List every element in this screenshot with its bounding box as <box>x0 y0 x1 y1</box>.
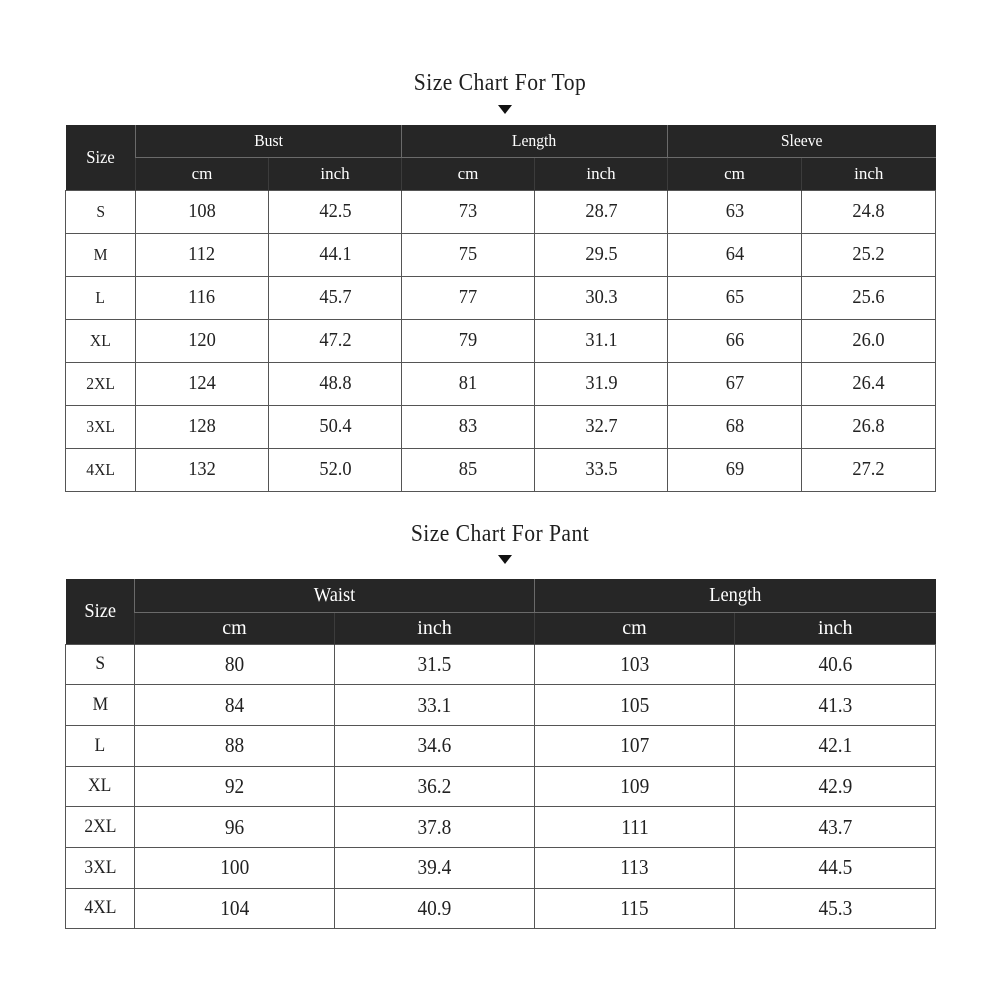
size-cell: L <box>66 276 136 319</box>
down-arrow-icon <box>498 105 512 114</box>
unit-header: cm <box>135 612 335 644</box>
size-cell: XL <box>66 766 135 807</box>
value-cell: 36.2 <box>335 766 535 807</box>
value-cell: 29.5 <box>535 233 668 276</box>
value-cell: 44.5 <box>735 847 936 888</box>
size-cell: S <box>66 190 136 233</box>
size-cell: M <box>66 233 136 276</box>
value-cell: 41.3 <box>735 685 936 726</box>
value-cell: 32.7 <box>535 405 668 448</box>
pant-size-chart-title: Size Chart For Pant <box>410 521 590 547</box>
table-row <box>66 190 936 233</box>
value-cell: 50.4 <box>269 405 402 448</box>
value-cell: 83 <box>402 405 535 448</box>
value-cell: 124 <box>136 362 269 405</box>
table-row <box>66 847 936 888</box>
value-cell: 111 <box>535 807 735 848</box>
table-row <box>66 448 936 491</box>
value-cell: 120 <box>136 319 269 362</box>
unit-header: inch <box>269 157 402 190</box>
value-cell: 84 <box>135 685 335 726</box>
value-cell: 42.5 <box>269 190 402 233</box>
value-cell: 30.3 <box>535 276 668 319</box>
value-cell: 80 <box>135 644 335 685</box>
size-cell: M <box>66 685 135 726</box>
size-cell: 4XL <box>66 448 136 491</box>
value-cell: 45.7 <box>269 276 402 319</box>
table-row <box>66 276 936 319</box>
value-cell: 65 <box>668 276 802 319</box>
unit-header: inch <box>535 157 668 190</box>
value-cell: 113 <box>535 847 735 888</box>
value-cell: 33.1 <box>335 685 535 726</box>
table-row <box>66 766 936 807</box>
value-cell: 81 <box>402 362 535 405</box>
value-cell: 42.1 <box>735 725 936 766</box>
down-arrow-icon <box>498 555 512 564</box>
table-row <box>66 725 936 766</box>
value-cell: 63 <box>668 190 802 233</box>
table-row <box>66 807 936 848</box>
value-cell: 132 <box>136 448 269 491</box>
value-cell: 45.3 <box>735 888 936 929</box>
value-cell: 26.8 <box>802 405 936 448</box>
value-cell: 26.4 <box>802 362 936 405</box>
value-cell: 26.0 <box>802 319 936 362</box>
unit-header: cm <box>136 157 269 190</box>
table-row <box>66 362 936 405</box>
value-cell: 85 <box>402 448 535 491</box>
value-cell: 44.1 <box>269 233 402 276</box>
value-cell: 34.6 <box>335 725 535 766</box>
value-cell: 28.7 <box>535 190 668 233</box>
value-cell: 40.6 <box>735 644 936 685</box>
value-cell: 48.8 <box>269 362 402 405</box>
value-cell: 52.0 <box>269 448 402 491</box>
value-cell: 77 <box>402 276 535 319</box>
value-cell: 79 <box>402 319 535 362</box>
waist-group-header: Waist <box>135 579 535 612</box>
value-cell: 115 <box>535 888 735 929</box>
value-cell: 43.7 <box>735 807 936 848</box>
value-cell: 24.8 <box>802 190 936 233</box>
value-cell: 105 <box>535 685 735 726</box>
size-cell: 2XL <box>66 807 135 848</box>
value-cell: 47.2 <box>269 319 402 362</box>
value-cell: 88 <box>135 725 335 766</box>
value-cell: 68 <box>668 405 802 448</box>
value-cell: 40.9 <box>335 888 535 929</box>
top-size-chart-title: Size Chart For Top <box>413 70 587 96</box>
value-cell: 25.2 <box>802 233 936 276</box>
size-cell: 3XL <box>66 847 135 888</box>
value-cell: 31.5 <box>335 644 535 685</box>
top-size-table <box>65 125 936 492</box>
table-row <box>66 888 936 929</box>
length-group-header: Length <box>535 579 936 612</box>
value-cell: 73 <box>402 190 535 233</box>
value-cell: 69 <box>668 448 802 491</box>
size-cell: XL <box>66 319 136 362</box>
size-cell: 4XL <box>66 888 135 929</box>
value-cell: 92 <box>135 766 335 807</box>
size-column-header: Size <box>66 125 136 190</box>
value-cell: 104 <box>135 888 335 929</box>
value-cell: 96 <box>135 807 335 848</box>
value-cell: 112 <box>136 233 269 276</box>
value-cell: 67 <box>668 362 802 405</box>
value-cell: 37.8 <box>335 807 535 848</box>
value-cell: 25.6 <box>802 276 936 319</box>
value-cell: 128 <box>136 405 269 448</box>
value-cell: 108 <box>136 190 269 233</box>
table-row <box>66 644 936 685</box>
value-cell: 39.4 <box>335 847 535 888</box>
table-row <box>66 405 936 448</box>
value-cell: 27.2 <box>802 448 936 491</box>
size-cell: L <box>66 725 135 766</box>
unit-header: inch <box>735 612 936 644</box>
value-cell: 107 <box>535 725 735 766</box>
value-cell: 64 <box>668 233 802 276</box>
unit-header: cm <box>668 157 802 190</box>
value-cell: 31.1 <box>535 319 668 362</box>
bust-group-header: Bust <box>136 125 402 157</box>
table-row <box>66 233 936 276</box>
table-row <box>66 685 936 726</box>
size-cell: 3XL <box>66 405 136 448</box>
length-group-header: Length <box>402 125 668 157</box>
unit-header: cm <box>535 612 735 644</box>
value-cell: 75 <box>402 233 535 276</box>
value-cell: 103 <box>535 644 735 685</box>
value-cell: 31.9 <box>535 362 668 405</box>
unit-header: inch <box>802 157 936 190</box>
unit-header: cm <box>402 157 535 190</box>
table-row <box>66 319 936 362</box>
unit-header: inch <box>335 612 535 644</box>
sleeve-group-header: Sleeve <box>668 125 936 157</box>
pant-size-table <box>65 579 936 929</box>
size-cell: S <box>66 644 135 685</box>
value-cell: 42.9 <box>735 766 936 807</box>
size-cell: 2XL <box>66 362 136 405</box>
value-cell: 109 <box>535 766 735 807</box>
value-cell: 33.5 <box>535 448 668 491</box>
value-cell: 100 <box>135 847 335 888</box>
value-cell: 66 <box>668 319 802 362</box>
size-column-header: Size <box>66 579 135 644</box>
value-cell: 116 <box>136 276 269 319</box>
